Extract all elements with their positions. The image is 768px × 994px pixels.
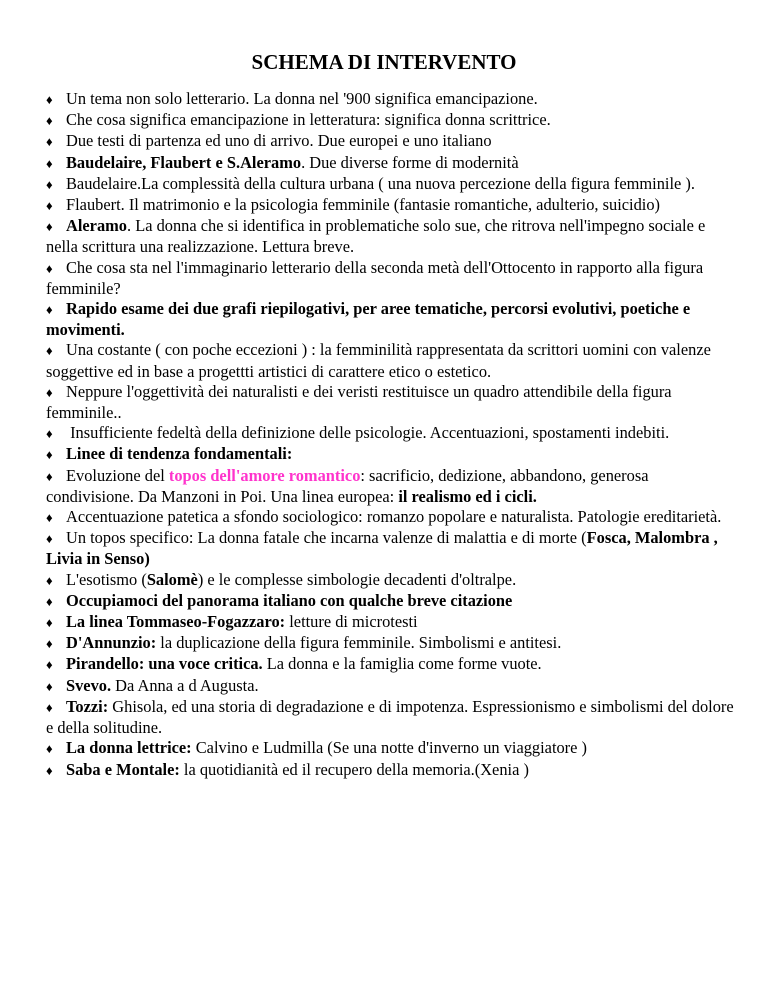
item-text: Neppure l'oggettività dei naturalisti e dei veristi restituisce un quadro attendibile della figura femminile.. [46,381,672,423]
outline-item [46,340,736,381]
outline-list [46,89,736,781]
item-text: L'esotismo ( [66,569,147,589]
outline-item [46,697,736,738]
item-text: . La donna che si identifica in problematiche solo sue, che ritrova nell'impegno sociale e nella scrittura una realizzazione. Lettura breve. [46,216,706,257]
outline-item [46,174,736,195]
diamond-bullet-icon: ♦ [46,741,53,757]
diamond-bullet-icon: ♦ [46,699,53,715]
diamond-bullet-icon: ♦ [46,155,53,171]
item-text: Una costante ( con poche eccezioni ) : la femminilità rappresentata da scrittori uomini con valenze soggettive ed in base a progettti artistici di carattere etico o estetico. [46,340,711,381]
diamond-bullet-icon: ♦ [46,762,53,778]
item-text: D'Annunzio: [66,633,157,653]
document-title: SCHEMA DI INTERVENTO [251,50,517,74]
item-text: Salomè [146,569,198,589]
item-text: Pirandello: una voce critica. [66,654,263,674]
outline-item [46,216,736,257]
item-text: letture di microtesti [285,612,418,632]
outline-item [46,195,736,216]
item-text: Insufficiente fedeltà della definizione delle psicologie. Accentuazioni, spostamenti indebiti. [66,423,670,443]
diamond-bullet-icon: ♦ [46,134,53,150]
item-text: Che cosa significa emancipazione in letteratura: significa donna scrittrice. [66,110,551,130]
item-text: La donna lettrice: [66,738,192,758]
outline-item [46,507,736,528]
item-text: Flaubert. Il matrimonio e la psicologia femminile (fantasie romantiche, adulterio, suicidio) [66,195,660,215]
item-text: Evoluzione del [66,465,169,485]
outline-item [46,382,736,423]
outline-item [46,676,736,697]
item-text: Calvino e Ludmilla (Se una notte d'inverno un viaggiatore ) [191,738,587,758]
outline-item [46,153,736,174]
item-text: Un tema non solo letterario. La donna nel '900 significa emancipazione. [66,89,538,108]
diamond-bullet-icon: ♦ [46,510,53,526]
diamond-bullet-icon: ♦ [46,302,53,318]
diamond-bullet-icon: ♦ [46,198,53,214]
item-text: ) e le complesse simbologie decadenti d'oltralpe. [197,569,517,589]
diamond-bullet-icon: ♦ [46,343,53,359]
item-text: la quotidianità ed il recupero della memoria.(Xenia ) [179,759,529,779]
diamond-bullet-icon: ♦ [46,260,53,276]
item-text: Baudelaire.La complessità della cultura urbana ( una nuova percezione della figura femminile ). [66,173,695,193]
outline-item [46,423,736,444]
diamond-bullet-icon: ♦ [46,219,53,235]
item-text: Fosca, Malombra , Livia in Senso) [46,528,718,569]
outline-item [46,89,736,110]
diamond-bullet-icon: ♦ [46,615,53,631]
item-text: la duplicazione della figura femminile. Simbolismi e antitesi. [156,633,562,653]
diamond-bullet-icon: ♦ [46,657,53,673]
diamond-bullet-icon: ♦ [46,447,53,463]
outline-item [46,258,736,299]
diamond-bullet-icon: ♦ [46,426,53,442]
outline-item [46,570,736,591]
diamond-bullet-icon: ♦ [46,678,53,694]
outline-item [46,131,736,152]
item-text: Due testi di partenza ed uno di arrivo. Due europei e uno italiano [66,131,492,151]
diamond-bullet-icon: ♦ [46,176,53,192]
item-text: il realismo ed i cicli. [398,486,537,506]
item-text: topos dell'amore romantico [168,465,361,485]
diamond-bullet-icon: ♦ [46,468,53,484]
item-text: Un topos specifico: La donna fatale che incarna valenze di malattia e di morte ( [66,528,587,548]
item-text: Saba e Montale: [66,759,180,779]
item-text: . Due diverse forme di modernità [301,152,519,172]
outline-item [46,466,736,507]
item-text: : sacrificio, dedizione, abbandono, generosa condivisione. Da Manzoni in Poi. Una linea europea: [46,465,649,506]
item-text: Tozzi: [66,696,109,716]
outline-item [46,612,736,633]
item-text: La donna e la famiglia come forme vuote. [262,654,542,674]
outline-item [46,654,736,675]
item-text: Accentuazione patetica a sfondo sociologico: romanzo popolare e naturalista. Patologie ereditarietà. [66,507,722,527]
diamond-bullet-icon: ♦ [46,572,53,588]
outline-item [46,738,736,759]
outline-item [46,591,736,612]
diamond-bullet-icon: ♦ [46,92,53,107]
item-text: Da Anna a d Augusta. [111,675,259,695]
diamond-bullet-icon: ♦ [46,113,53,129]
item-text: Linee di tendenza fondamentali: [66,444,293,464]
outline-item [46,760,736,781]
diamond-bullet-icon: ♦ [46,384,53,400]
diamond-bullet-icon: ♦ [46,593,53,609]
outline-item [46,444,736,465]
item-text: Che cosa sta nel l'immaginario letterario della seconda metà dell'Ottocento in rapporto alla figura femminile? [46,257,704,298]
item-text: La linea Tommaseo-Fogazzaro: [66,612,286,632]
item-text: Aleramo [66,216,127,236]
outline-item [46,299,736,340]
item-text: Ghisola, ed una storia di degradazione e di impotenza. Espressionismo e simbolismi del dolore e della solitudine. [46,696,734,738]
item-text: Baudelaire, Flaubert e S.Aleramo [66,152,302,172]
outline-item [46,528,736,569]
outline-item [46,110,736,131]
item-text: Occupiamoci del panorama italiano con qualche breve citazione [66,590,513,610]
item-text: Rapido esame dei due grafi riepilogativi, per aree tematiche, percorsi evolutivi, poetiche e movimenti. [46,299,691,340]
item-text: Svevo. [66,675,112,695]
diamond-bullet-icon: ♦ [46,636,53,652]
diamond-bullet-icon: ♦ [46,531,53,547]
outline-item [46,633,736,654]
